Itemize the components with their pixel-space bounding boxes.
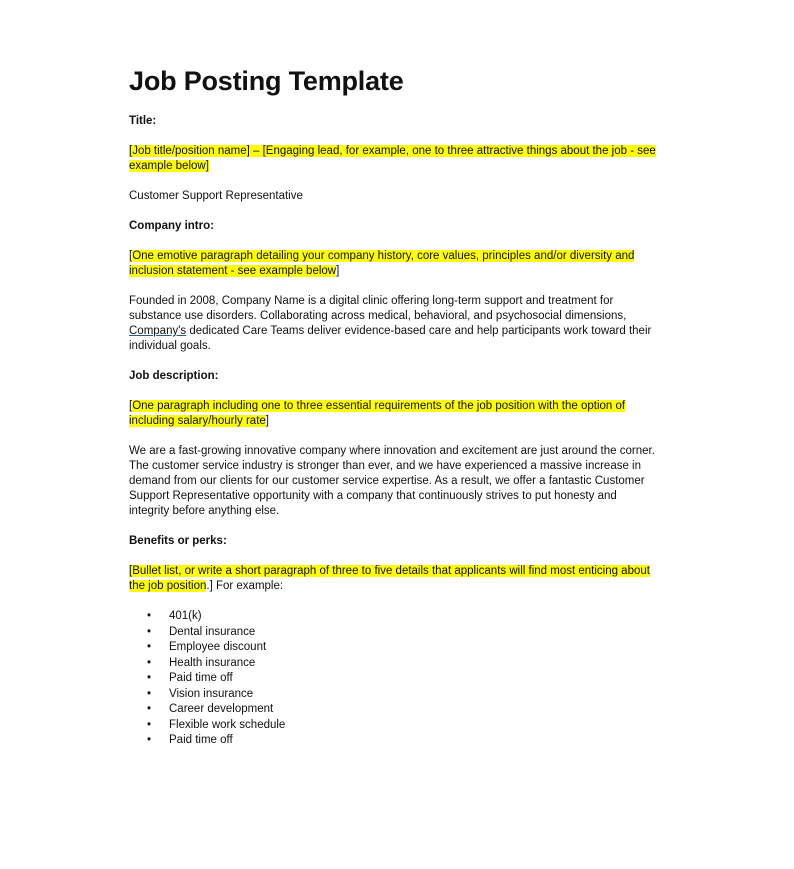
list-item [147, 733, 659, 749]
list-item-label: Employee discount [169, 641, 267, 653]
list-item [147, 687, 659, 703]
title-placeholder [129, 144, 659, 174]
list-item-label: Flexible work schedule [169, 718, 286, 731]
job-description-heading: Job description: [129, 370, 219, 382]
list-item-label: Paid time off [169, 672, 233, 684]
list-item-label: 401(k) [169, 610, 202, 622]
list-item-label: Vision insurance [169, 687, 254, 700]
bullet-icon: • [147, 687, 152, 700]
company-intro-example [129, 294, 659, 354]
job-description-example: We are a fast-growing innovative company where innovation and excitement are just around the corner. The customer service industry is stronger than ever, and we have experienced a massive increase in demand from our clients for our customer service expertise. As a result, we offer a fantastic Customer Support Representative opportunity with a company that continuously strives to put honesty and integrity before anything else. [129, 445, 655, 517]
bullet-icon: • [147, 672, 152, 684]
benefits-heading: Benefits or perks: [129, 535, 227, 547]
list-item-label: Paid time off [169, 734, 233, 746]
bullet-icon: • [147, 610, 152, 622]
company-intro-example-part2: dedicated Care Teams deliver evidence-based care and help participants work toward their individual goals. [129, 325, 652, 352]
list-item-label: Dental insurance [169, 625, 256, 638]
bullet-icon: • [147, 718, 152, 731]
title-heading: Title: [129, 115, 157, 127]
bullet-icon: • [147, 734, 152, 746]
title-placeholder-highlight: [Job title/position name] – [Engaging lead, for example, one to three attractive things about the job - see example below] [129, 145, 656, 172]
company-intro-bracket-open: [ [129, 250, 133, 262]
list-item [147, 718, 659, 734]
bullet-icon: • [147, 656, 152, 669]
list-item [147, 671, 659, 687]
list-item-label: Career development [169, 703, 274, 715]
benefits-placeholder-highlight: [Bullet list, or write a short paragraph of three to five details that applicants will find most enticing about the job position [129, 565, 650, 592]
benefits-placeholder [129, 564, 659, 594]
list-item [147, 625, 659, 641]
list-item [147, 656, 659, 672]
bullet-icon: • [147, 703, 152, 715]
title-example: Customer Support Representative [129, 190, 303, 202]
job-description-placeholder-highlight: One paragraph including one to three essential requirements of the job position with the option of including salary/hourly rate [129, 400, 626, 427]
benefits-placeholder-rest: .] For example: [206, 580, 284, 592]
bullet-icon: • [147, 625, 152, 638]
document-page [129, 64, 659, 749]
bullet-icon: • [147, 641, 152, 653]
company-intro-example-part1: Founded in 2008, Company Name is a digital clinic offering long-term support and treatment for substance use disorders. Collaborating across medical, behavioral, and psychosocial dimensions, [129, 295, 627, 322]
benefits-list [129, 609, 659, 749]
company-name-link[interactable]: Company's [129, 325, 187, 337]
job-description-bracket-open: [ [129, 400, 133, 412]
document-title: Job Posting Template [129, 66, 404, 96]
job-description-placeholder [129, 399, 659, 429]
company-intro-bracket-close: ] [336, 265, 340, 277]
job-description-bracket-close: ] [265, 415, 269, 427]
list-item [147, 609, 659, 625]
list-item [147, 702, 659, 718]
company-intro-placeholder [129, 249, 659, 279]
list-item [147, 640, 659, 656]
company-intro-placeholder-highlight: One emotive paragraph detailing your company history, core values, principles and/or diversity and inclusion statement - see example below [129, 250, 635, 277]
company-intro-heading: Company intro: [129, 220, 214, 232]
list-item-label: Health insurance [169, 656, 256, 669]
